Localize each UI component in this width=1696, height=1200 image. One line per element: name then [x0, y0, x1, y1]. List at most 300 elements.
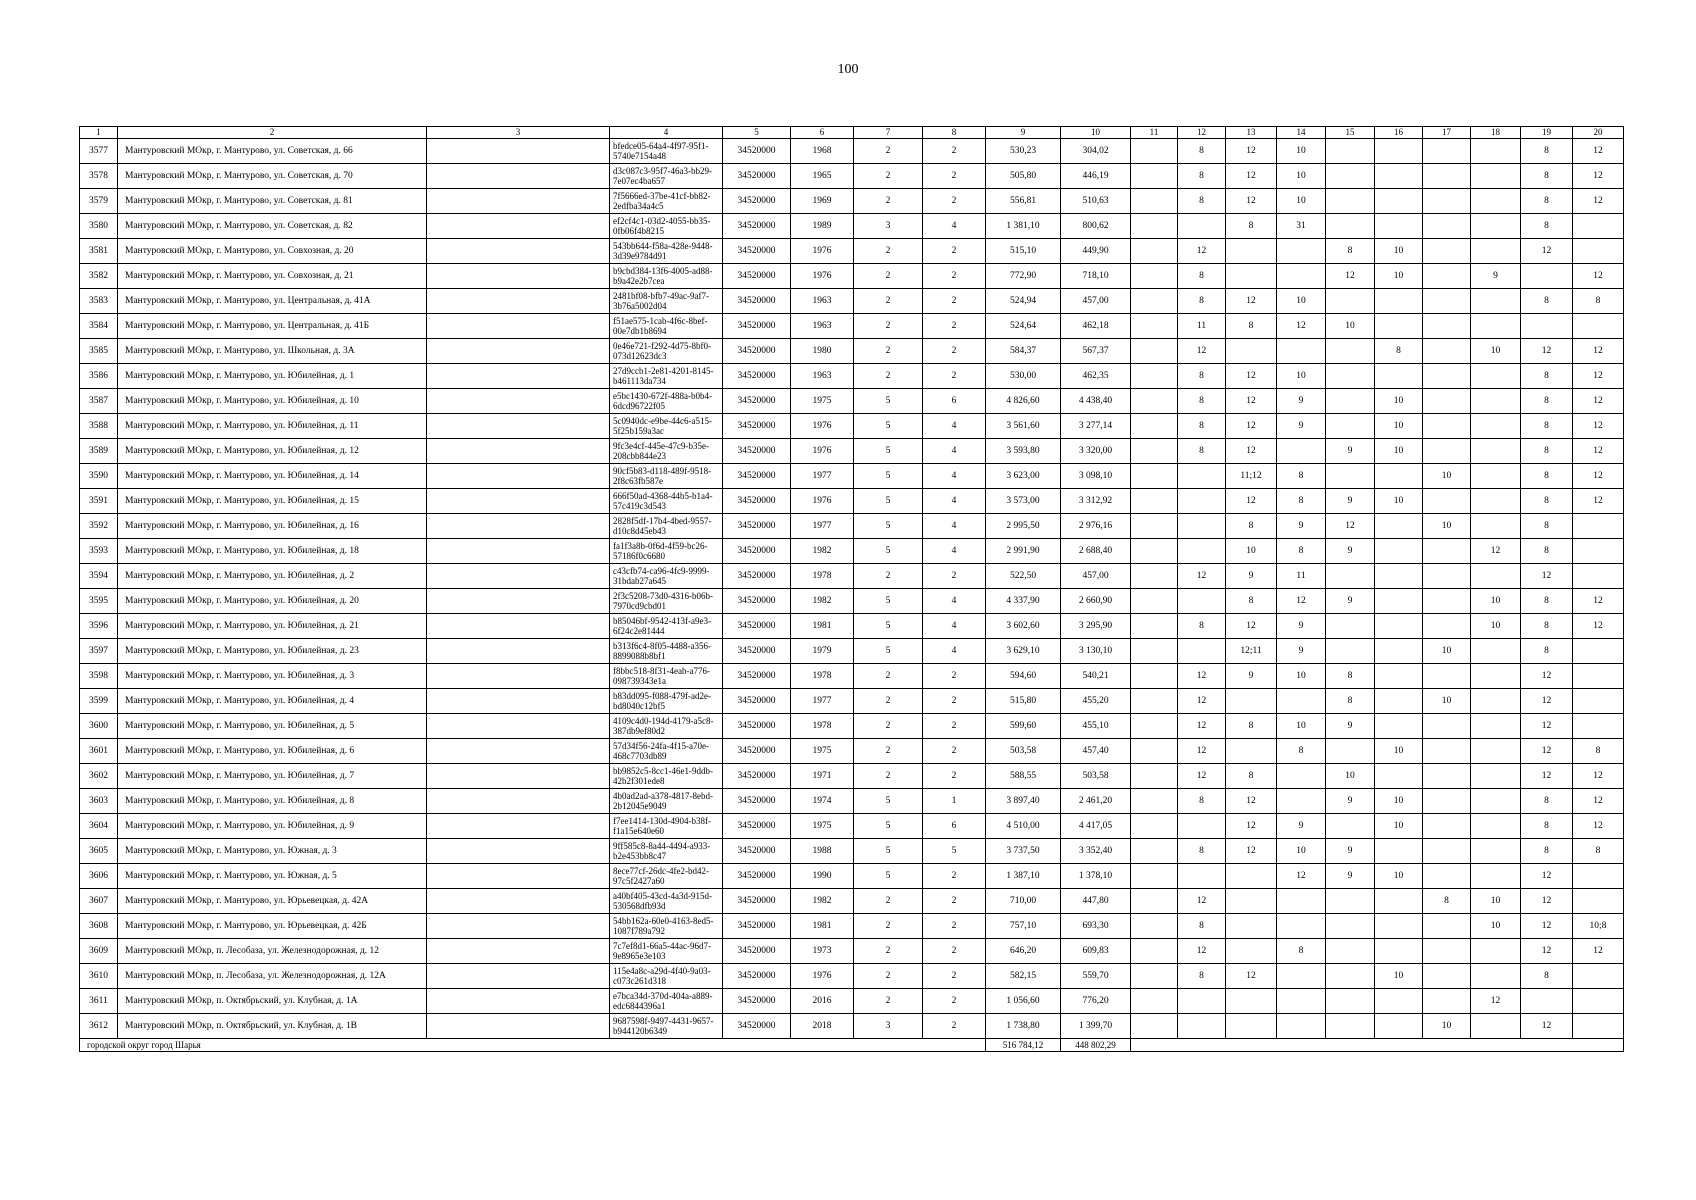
table-cell: 2	[923, 764, 986, 789]
table-cell: 4 826,60	[986, 389, 1061, 414]
table-cell: 10	[1375, 264, 1423, 289]
header-row	[80, 127, 1624, 139]
table-cell: 9	[1326, 864, 1375, 889]
table-cell: 8	[1226, 514, 1277, 539]
table-cell: Мантуровский МОкр, г. Мантурово, ул. Совхозная, д. 20	[118, 239, 427, 264]
table-cell	[1423, 789, 1471, 814]
table-cell	[1326, 614, 1375, 639]
table-cell: 3 561,60	[986, 414, 1061, 439]
table-cell	[1423, 489, 1471, 514]
table-cell	[1375, 314, 1423, 339]
table-cell: 3609	[80, 939, 118, 964]
table-cell	[1326, 889, 1375, 914]
table-cell: e7bca34d-370d-404a-a889-edc6844396a1	[610, 989, 723, 1014]
table-cell: 8	[1178, 264, 1226, 289]
table-cell: 8	[1326, 239, 1375, 264]
table-cell	[1471, 514, 1521, 539]
table-cell	[427, 664, 610, 689]
table-cell: Мантуровский МОкр, г. Мантурово, ул. Южная, д. 5	[118, 864, 427, 889]
table-cell: 8	[1226, 764, 1277, 789]
table-cell: 3602	[80, 764, 118, 789]
table-cell: 12	[1326, 264, 1375, 289]
table-cell: 9ff585c8-8a44-4494-a933-b2e453bb8c47	[610, 839, 723, 864]
table-cell: 10	[1471, 914, 1521, 939]
table-cell	[1375, 1014, 1423, 1039]
column-header: 19	[1521, 127, 1573, 139]
table-row	[80, 764, 1624, 789]
column-header: 5	[723, 127, 791, 139]
table-cell: 12	[1277, 314, 1326, 339]
table-cell: 12	[1178, 664, 1226, 689]
table-cell	[427, 139, 610, 164]
table-cell	[1131, 589, 1178, 614]
table-cell	[1471, 639, 1521, 664]
table-cell	[1326, 139, 1375, 164]
table-cell: Мантуровский МОкр, г. Мантурово, ул. Юбилейная, д. 14	[118, 464, 427, 489]
table-cell: 3596	[80, 614, 118, 639]
column-header: 15	[1326, 127, 1375, 139]
table-cell: 5	[923, 839, 986, 864]
table-cell: 8	[1226, 714, 1277, 739]
table-cell	[1277, 689, 1326, 714]
table-cell: 12	[1573, 789, 1624, 814]
table-cell: 12	[1573, 439, 1624, 464]
table-cell: Мантуровский МОкр, г. Мантурово, ул. Юбилейная, д. 18	[118, 539, 427, 564]
table-cell: 757,10	[986, 914, 1061, 939]
table-cell: 12	[1178, 939, 1226, 964]
table-cell	[1471, 739, 1521, 764]
table-cell	[1375, 464, 1423, 489]
table-cell	[1471, 364, 1521, 389]
table-cell	[1573, 639, 1624, 664]
table-cell	[1131, 414, 1178, 439]
table-cell: 2	[854, 164, 923, 189]
table-cell	[1131, 664, 1178, 689]
table-cell	[427, 1014, 610, 1039]
table-cell: 5c0940dc-e9be-44c6-a515-5f25b159a3ac	[610, 414, 723, 439]
table-cell: 10	[1375, 389, 1423, 414]
table-cell: 34520000	[723, 739, 791, 764]
table-cell: Мантуровский МОкр, г. Мантурово, ул. Юбилейная, д. 23	[118, 639, 427, 664]
table-cell: 2	[923, 689, 986, 714]
total-living-area: 448 802,29	[1061, 1039, 1131, 1052]
table-cell	[1326, 189, 1375, 214]
table-cell: 12	[1573, 264, 1624, 289]
table-cell: 8	[1573, 289, 1624, 314]
table-cell: 12	[1573, 164, 1624, 189]
table-cell: 1973	[791, 939, 854, 964]
table-cell	[1131, 364, 1178, 389]
table-cell: 34520000	[723, 839, 791, 864]
table-cell	[1226, 889, 1277, 914]
table-cell: 11;12	[1226, 464, 1277, 489]
table-cell: 4	[923, 489, 986, 514]
table-cell: 2	[854, 264, 923, 289]
table-cell: 599,60	[986, 714, 1061, 739]
table-cell: 2828f5df-17b4-4bed-9557-d10c8d45eb43	[610, 514, 723, 539]
table-cell: 34520000	[723, 164, 791, 189]
table-cell: 5	[854, 864, 923, 889]
table-cell	[1471, 414, 1521, 439]
housing-register-table	[79, 126, 1624, 1052]
table-cell: 2	[923, 364, 986, 389]
table-cell	[1423, 139, 1471, 164]
table-cell	[1131, 614, 1178, 639]
table-cell: 8	[1178, 839, 1226, 864]
table-cell: 2	[923, 239, 986, 264]
table-cell: 3606	[80, 864, 118, 889]
table-cell	[1131, 314, 1178, 339]
table-cell	[1375, 689, 1423, 714]
table-cell: 666f50ad-4368-44b5-b1a4-57c419c3d543	[610, 489, 723, 514]
table-cell: 12	[1178, 764, 1226, 789]
column-header: 10	[1061, 127, 1131, 139]
table-cell: 1981	[791, 614, 854, 639]
table-cell	[1573, 689, 1624, 714]
table-cell: Мантуровский МОкр, г. Мантурово, ул. Центральная, д. 41Б	[118, 314, 427, 339]
table-cell: 1963	[791, 289, 854, 314]
table-cell: 34520000	[723, 439, 791, 464]
table-cell	[1131, 264, 1178, 289]
table-cell: 3584	[80, 314, 118, 339]
table-cell	[1471, 164, 1521, 189]
table-row	[80, 939, 1624, 964]
column-header: 20	[1573, 127, 1624, 139]
table-cell: 34520000	[723, 814, 791, 839]
table-cell: 1980	[791, 339, 854, 364]
table-cell: 2	[854, 189, 923, 214]
table-cell: 3595	[80, 589, 118, 614]
table-cell: 2016	[791, 989, 854, 1014]
table-row	[80, 639, 1624, 664]
column-header: 13	[1226, 127, 1277, 139]
table-cell	[427, 214, 610, 239]
table-cell: 11	[1178, 314, 1226, 339]
table-cell	[1471, 689, 1521, 714]
table-row	[80, 689, 1624, 714]
table-cell: Мантуровский МОкр, г. Мантурово, ул. Юбилейная, д. 4	[118, 689, 427, 714]
table-cell	[1131, 739, 1178, 764]
table-cell: 2	[854, 314, 923, 339]
page-number: 100	[837, 62, 859, 77]
table-cell: 693,30	[1061, 914, 1131, 939]
table-cell: 2	[923, 889, 986, 914]
table-cell: 3 602,60	[986, 614, 1061, 639]
table-cell: 8	[1521, 389, 1573, 414]
table-cell: 1	[923, 789, 986, 814]
table-cell: 12	[1178, 689, 1226, 714]
table-cell: 12	[1277, 589, 1326, 614]
table-cell: d3c087c3-95f7-46a3-bb29-7e07ec4ba657	[610, 164, 723, 189]
table-cell: 3605	[80, 839, 118, 864]
table-cell: 447,80	[1061, 889, 1131, 914]
table-cell: 3 312,92	[1061, 489, 1131, 514]
table-cell	[1178, 814, 1226, 839]
table-cell	[427, 939, 610, 964]
table-cell: 2018	[791, 1014, 854, 1039]
table-row	[80, 314, 1624, 339]
table-cell: 4 337,90	[986, 589, 1061, 614]
table-cell: 2	[854, 289, 923, 314]
table-cell: 2	[854, 964, 923, 989]
table-cell	[1131, 389, 1178, 414]
table-cell: 9	[1277, 614, 1326, 639]
table-cell: 10	[1375, 964, 1423, 989]
table-cell: 8	[1521, 214, 1573, 239]
table-cell: 2	[854, 764, 923, 789]
table-cell: 12	[1226, 289, 1277, 314]
table-cell: 12	[1226, 614, 1277, 639]
table-cell: 9fc3e4cf-445e-47c9-b35e-208cbb844e23	[610, 439, 723, 464]
table-cell: 8	[1521, 189, 1573, 214]
table-cell	[1326, 164, 1375, 189]
table-cell	[1423, 364, 1471, 389]
table-cell: 8	[1226, 589, 1277, 614]
table-cell: Мантуровский МОкр, г. Мантурово, ул. Советская, д. 70	[118, 164, 427, 189]
table-cell	[1423, 714, 1471, 739]
table-cell	[1326, 914, 1375, 939]
table-cell: 1969	[791, 189, 854, 214]
table-cell: 34520000	[723, 339, 791, 364]
table-cell: 10	[1226, 539, 1277, 564]
table-cell: 12	[1573, 814, 1624, 839]
table-cell: 34520000	[723, 364, 791, 389]
table-cell: 2	[923, 189, 986, 214]
table-cell: 12	[1226, 139, 1277, 164]
table-cell: 10	[1423, 1014, 1471, 1039]
table-row	[80, 339, 1624, 364]
table-cell	[1277, 989, 1326, 1014]
table-cell: 10	[1375, 414, 1423, 439]
table-cell	[1178, 514, 1226, 539]
table-cell: f8bbc518-8f31-4eab-a776-098739343e1a	[610, 664, 723, 689]
table-cell	[1178, 639, 1226, 664]
table-cell	[1226, 1014, 1277, 1039]
table-cell: 1971	[791, 764, 854, 789]
table-cell: 12	[1326, 514, 1375, 539]
column-header: 3	[427, 127, 610, 139]
table-cell: 57d34f56-24fa-4f15-a70e-468c7703db89	[610, 739, 723, 764]
table-cell: 10	[1277, 714, 1326, 739]
table-cell	[1226, 739, 1277, 764]
table-cell	[1471, 839, 1521, 864]
table-cell: 10	[1375, 814, 1423, 839]
table-cell: 1 399,70	[1061, 1014, 1131, 1039]
table-cell: 12	[1521, 1014, 1573, 1039]
table-cell	[1326, 364, 1375, 389]
table-cell: 3 277,14	[1061, 414, 1131, 439]
table-cell: 7c7ef8d1-66a5-44ac-96d7-9e8965e3e103	[610, 939, 723, 964]
table-cell: 8	[1521, 589, 1573, 614]
table-cell: 12	[1178, 739, 1226, 764]
table-cell	[427, 814, 610, 839]
table-cell	[1423, 539, 1471, 564]
table-cell: 12	[1521, 564, 1573, 589]
table-cell: 9	[1326, 714, 1375, 739]
table-row	[80, 739, 1624, 764]
table-cell: 3592	[80, 514, 118, 539]
table-cell	[1131, 764, 1178, 789]
table-cell	[1423, 214, 1471, 239]
table-cell: 503,58	[986, 739, 1061, 764]
table-cell: 3604	[80, 814, 118, 839]
table-cell	[1131, 164, 1178, 189]
table-cell: 3 897,40	[986, 789, 1061, 814]
table-cell	[1573, 714, 1624, 739]
table-cell: 8	[1277, 739, 1326, 764]
table-cell	[1226, 939, 1277, 964]
table-cell: 10;8	[1573, 914, 1624, 939]
table-cell: 34520000	[723, 314, 791, 339]
table-cell	[1573, 864, 1624, 889]
table-cell	[1573, 664, 1624, 689]
table-cell	[1375, 364, 1423, 389]
table-cell	[427, 564, 610, 589]
table-cell: 2 660,90	[1061, 589, 1131, 614]
table-cell	[1326, 739, 1375, 764]
table-cell	[1326, 1014, 1375, 1039]
table-cell	[1471, 664, 1521, 689]
table-cell: 12	[1573, 764, 1624, 789]
table-cell: 1 381,10	[986, 214, 1061, 239]
table-cell: 5	[854, 464, 923, 489]
table-cell: 1978	[791, 564, 854, 589]
table-cell	[1178, 464, 1226, 489]
table-cell: 2	[923, 664, 986, 689]
table-cell: 34520000	[723, 289, 791, 314]
table-cell: 12	[1573, 189, 1624, 214]
table-cell	[1326, 289, 1375, 314]
table-cell: Мантуровский МОкр, п. Лесобаза, ул. Железнодорожная, д. 12	[118, 939, 427, 964]
table-cell: 8	[1277, 539, 1326, 564]
table-cell: b313f6c4-8f05-4488-a356-8899088b8bf1	[610, 639, 723, 664]
table-cell	[1423, 264, 1471, 289]
table-cell: 12	[1521, 714, 1573, 739]
column-header: 18	[1471, 127, 1521, 139]
table-cell: 1 387,10	[986, 864, 1061, 889]
table-cell: Мантуровский МОкр, г. Мантурово, ул. Советская, д. 81	[118, 189, 427, 214]
table-cell: fa1f3a8b-0f6d-4f59-bc26-57186f0c6680	[610, 539, 723, 564]
table-cell: Мантуровский МОкр, г. Мантурово, ул. Школьная, д. 3А	[118, 339, 427, 364]
table-cell: 5	[854, 414, 923, 439]
table-cell: 9	[1326, 839, 1375, 864]
column-header: 8	[923, 127, 986, 139]
table-cell: e5bc1430-672f-488a-b0b4-6dcd96722f05	[610, 389, 723, 414]
table-cell	[1471, 1014, 1521, 1039]
table-cell: 10	[1375, 789, 1423, 814]
table-cell: 3577	[80, 139, 118, 164]
table-cell: 2	[854, 339, 923, 364]
table-cell	[427, 439, 610, 464]
table-cell	[1471, 964, 1521, 989]
table-cell: 2	[854, 139, 923, 164]
table-cell: 1976	[791, 439, 854, 464]
table-cell: 3580	[80, 214, 118, 239]
table-cell: 8	[1521, 414, 1573, 439]
table-cell	[1326, 339, 1375, 364]
table-cell: 4	[923, 539, 986, 564]
table-cell: 34520000	[723, 489, 791, 514]
table-cell: 8	[1178, 789, 1226, 814]
table-row	[80, 489, 1624, 514]
table-cell: bb9852c5-8cc1-46e1-9ddb-42b2f301ede8	[610, 764, 723, 789]
table-cell: 9	[1226, 664, 1277, 689]
table-cell: 567,37	[1061, 339, 1131, 364]
table-row	[80, 889, 1624, 914]
table-cell	[427, 614, 610, 639]
table-cell: 304,02	[1061, 139, 1131, 164]
table-cell: 5	[854, 439, 923, 464]
table-cell: Мантуровский МОкр, г. Мантурово, ул. Совхозная, д. 21	[118, 264, 427, 289]
footer-label: городской округ город Шарья	[80, 1039, 986, 1052]
table-cell	[1131, 864, 1178, 889]
table-cell	[1131, 139, 1178, 164]
table-cell	[427, 889, 610, 914]
table-cell: 510,63	[1061, 189, 1131, 214]
table-cell: 457,00	[1061, 289, 1131, 314]
table-cell: 7f5666ed-37be-41cf-bb82-2edfba34a4c5	[610, 189, 723, 214]
table-cell: Мантуровский МОкр, г. Мантурово, ул. Юбилейная, д. 8	[118, 789, 427, 814]
table-cell	[1423, 564, 1471, 589]
table-row	[80, 464, 1624, 489]
table-cell: 462,18	[1061, 314, 1131, 339]
table-cell	[427, 264, 610, 289]
table-cell: 8	[1521, 839, 1573, 864]
table-cell: 4	[923, 414, 986, 439]
table-cell: 457,40	[1061, 739, 1131, 764]
table-cell: 1976	[791, 264, 854, 289]
table-cell: 12	[1521, 864, 1573, 889]
footer-row	[80, 1039, 1624, 1052]
table-cell	[1277, 914, 1326, 939]
table-cell: 1 056,60	[986, 989, 1061, 1014]
table-cell: 27d9ccb1-2e81-4201-8145-b461113da734	[610, 364, 723, 389]
table-cell: 8	[1178, 914, 1226, 939]
table-cell: 462,35	[1061, 364, 1131, 389]
table-cell: 2	[854, 939, 923, 964]
table-cell: 12	[1521, 339, 1573, 364]
table-cell: 12	[1573, 364, 1624, 389]
table-cell: 1982	[791, 889, 854, 914]
table-cell	[1423, 164, 1471, 189]
table-cell: b9cbd384-13f6-4005-ad88-b9a42e2b7cea	[610, 264, 723, 289]
table-cell: Мантуровский МОкр, г. Мантурово, ул. Советская, д. 66	[118, 139, 427, 164]
table-cell: 3 352,40	[1061, 839, 1131, 864]
table-cell: 12	[1226, 489, 1277, 514]
table-cell	[1423, 814, 1471, 839]
table-cell	[1131, 289, 1178, 314]
column-header: 11	[1131, 127, 1178, 139]
table-cell: 2	[923, 564, 986, 589]
table-cell: 2481bf08-bfb7-49ac-9af7-3b76a5002d04	[610, 289, 723, 314]
table-cell: 12	[1521, 239, 1573, 264]
table-cell	[1375, 564, 1423, 589]
column-header: 2	[118, 127, 427, 139]
table-cell: 2	[923, 989, 986, 1014]
table-cell: 8	[1178, 189, 1226, 214]
table-cell: 3600	[80, 714, 118, 739]
table-cell: 522,50	[986, 564, 1061, 589]
table-cell: 8	[1326, 664, 1375, 689]
table-cell	[427, 989, 610, 1014]
table-cell	[1375, 764, 1423, 789]
table-cell: 559,70	[1061, 964, 1131, 989]
table-cell	[427, 839, 610, 864]
table-cell	[1131, 1014, 1178, 1039]
table-cell: 582,15	[986, 964, 1061, 989]
table-cell	[1375, 139, 1423, 164]
table-cell: 10	[1375, 864, 1423, 889]
